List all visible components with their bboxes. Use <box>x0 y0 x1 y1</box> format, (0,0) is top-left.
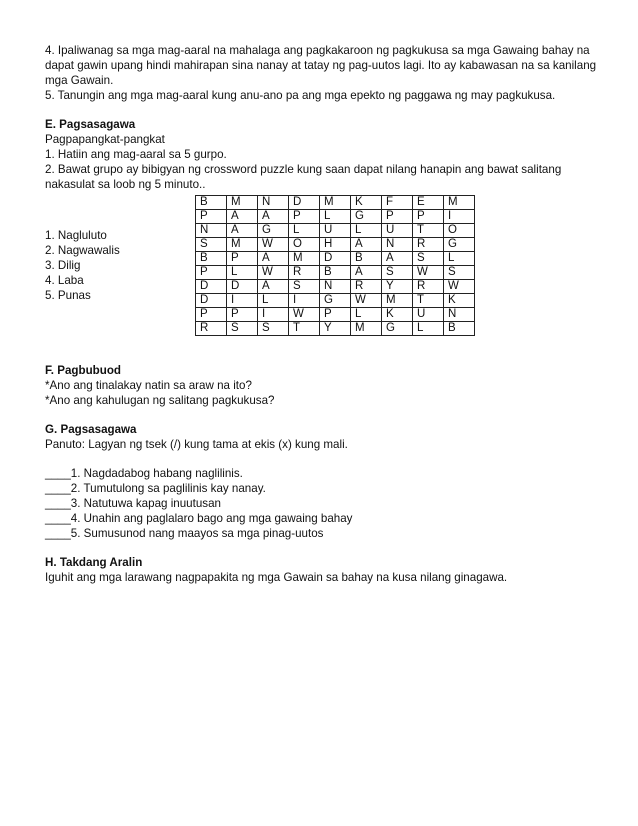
grid-cell: L <box>320 210 351 224</box>
grid-row <box>196 224 475 238</box>
grid-cell: P <box>227 252 258 266</box>
grid-cell: P <box>289 210 320 224</box>
grid-cell: D <box>320 252 351 266</box>
grid-row <box>196 308 475 322</box>
grid-cell: P <box>196 266 227 280</box>
grid-cell: D <box>196 280 227 294</box>
grid-cell: N <box>258 196 289 210</box>
grid-cell: K <box>444 294 475 308</box>
grid-cell: A <box>351 238 382 252</box>
grid-cell: G <box>351 210 382 224</box>
grid-row <box>196 252 475 266</box>
quiz-item: ____2. Tumutulong sa paglilinis kay nanay. <box>45 482 266 495</box>
grid-cell: Y <box>382 280 413 294</box>
grid-cell: M <box>227 238 258 252</box>
grid-cell: G <box>258 224 289 238</box>
section-e-step-1: 1. Hatiin ang mag-aaral sa 5 gurpo. <box>45 148 227 161</box>
grid-row <box>196 196 475 210</box>
grid-cell: M <box>227 196 258 210</box>
grid-cell: W <box>258 266 289 280</box>
grid-cell: H <box>320 238 351 252</box>
grid-cell: I <box>444 210 475 224</box>
grid-row <box>196 294 475 308</box>
grid-cell: M <box>382 294 413 308</box>
grid-cell: A <box>258 252 289 266</box>
grid-cell: I <box>258 308 289 322</box>
grid-cell: S <box>289 280 320 294</box>
section-e-step-2: 2. Bawat grupo ay bibigyan ng crossword puzzle kung saan dapat nilang hanapin ang bawat salitang nakasulat sa loob ng 5 minuto.. <box>45 163 562 191</box>
grid-cell: G <box>382 322 413 336</box>
grid-cell: L <box>351 308 382 322</box>
grid-cell: L <box>351 224 382 238</box>
word-list <box>45 228 120 303</box>
grid-cell: N <box>320 280 351 294</box>
grid-cell: L <box>413 322 444 336</box>
grid-cell: K <box>382 308 413 322</box>
summary-question-1: *Ano ang tinalakay natin sa araw na ito? <box>45 379 252 392</box>
section-h-text: Iguhit ang mga larawang nagpapakita ng mga Gawain sa bahay na kusa nilang ginagawa. <box>45 571 508 584</box>
grid-cell: S <box>227 322 258 336</box>
grid-cell: W <box>258 238 289 252</box>
grid-cell: W <box>413 266 444 280</box>
word-list-item: 4. Laba <box>45 274 84 287</box>
grid-cell: B <box>196 252 227 266</box>
quiz-item: ____1. Nagdadabog habang naglilinis. <box>45 467 243 480</box>
grid-cell: N <box>444 308 475 322</box>
grid-row <box>196 238 475 252</box>
grid-cell: M <box>289 252 320 266</box>
grid-cell: P <box>320 308 351 322</box>
grid-cell: O <box>444 224 475 238</box>
grid-cell: M <box>351 322 382 336</box>
grid-cell: Y <box>320 322 351 336</box>
grid-row <box>196 280 475 294</box>
grid-cell: W <box>351 294 382 308</box>
grid-cell: U <box>382 224 413 238</box>
grid-cell: T <box>289 322 320 336</box>
grid-cell: T <box>413 224 444 238</box>
section-g-instruction: Panuto: Lagyan ng tsek (/) kung tama at ekis (x) kung mali. <box>45 438 348 451</box>
grid-cell: S <box>382 266 413 280</box>
grid-cell: S <box>258 322 289 336</box>
grid-cell: A <box>227 224 258 238</box>
grid-cell: N <box>196 224 227 238</box>
grid-cell: L <box>258 294 289 308</box>
grid-row <box>196 322 475 336</box>
grid-cell: W <box>444 280 475 294</box>
grid-cell: D <box>289 196 320 210</box>
grid-cell: U <box>320 224 351 238</box>
grid-cell: M <box>444 196 475 210</box>
grid-cell: A <box>227 210 258 224</box>
section-e-heading: E. Pagsasagawa <box>45 118 136 131</box>
grid-cell: S <box>413 252 444 266</box>
grid-row <box>196 266 475 280</box>
word-search-area <box>45 195 600 351</box>
grid-row <box>196 210 475 224</box>
grid-cell: A <box>258 280 289 294</box>
quiz-item: ____5. Sumusunod nang maayos sa mga pinag-uutos <box>45 527 324 540</box>
grid-cell: W <box>289 308 320 322</box>
grid-cell: P <box>227 308 258 322</box>
grid-cell: E <box>413 196 444 210</box>
word-list-item: 1. Nagluluto <box>45 229 107 242</box>
grid-cell: R <box>413 280 444 294</box>
grid-cell: L <box>444 252 475 266</box>
grid-cell: R <box>196 322 227 336</box>
section-h-heading: H. Takdang Aralin <box>45 556 143 569</box>
grid-cell: B <box>444 322 475 336</box>
grid-cell: B <box>351 252 382 266</box>
grid-cell: G <box>444 238 475 252</box>
quiz-item: ____3. Natutuwa kapag inuutusan <box>45 497 221 510</box>
grid-cell: F <box>382 196 413 210</box>
grid-cell: U <box>413 308 444 322</box>
grid-cell: N <box>382 238 413 252</box>
instruction-item-4: 4. Ipaliwanag sa mga mag-aaral na mahalaga ang pagkakaroon ng pagkukusa sa mga Gawaing bahay na dapat gawin upang hindi mahirapan sina nanay at tatay ng pag-uutos lagi. Ito ay kabawasan na sa kanilang mga Gawain. <box>45 44 597 87</box>
grid-cell: L <box>227 266 258 280</box>
section-f-heading: F. Pagbubuod <box>45 364 121 377</box>
grid-cell: I <box>289 294 320 308</box>
word-list-item: 5. Punas <box>45 289 91 302</box>
section-e-subtitle: Pagpapangkat-pangkat <box>45 133 165 146</box>
grid-cell: P <box>196 210 227 224</box>
grid-cell: B <box>320 266 351 280</box>
document-page <box>45 43 600 585</box>
summary-question-2: *Ano ang kahulugan ng salitang pagkukusa? <box>45 394 275 407</box>
grid-cell: M <box>320 196 351 210</box>
word-search-grid <box>195 195 475 336</box>
word-list-item: 2. Nagwawalis <box>45 244 120 257</box>
grid-cell: G <box>320 294 351 308</box>
instruction-item-5: 5. Tanungin ang mga mag-aaral kung anu-ano pa ang mga epekto ng paggawa ng may pagkukusa. <box>45 89 556 102</box>
grid-cell: P <box>196 308 227 322</box>
grid-cell: A <box>351 266 382 280</box>
grid-cell: D <box>227 280 258 294</box>
grid-cell: B <box>196 196 227 210</box>
grid-cell: L <box>289 224 320 238</box>
grid-cell: A <box>258 210 289 224</box>
grid-cell: K <box>351 196 382 210</box>
grid-cell: R <box>351 280 382 294</box>
grid-cell: D <box>196 294 227 308</box>
grid-cell: I <box>227 294 258 308</box>
grid-cell: O <box>289 238 320 252</box>
grid-cell: R <box>289 266 320 280</box>
grid-cell: A <box>382 252 413 266</box>
grid-cell: S <box>196 238 227 252</box>
grid-cell: P <box>382 210 413 224</box>
grid-cell: P <box>413 210 444 224</box>
quiz-item: ____4. Unahin ang paglalaro bago ang mga gawaing bahay <box>45 512 353 525</box>
grid-cell: R <box>413 238 444 252</box>
section-g-heading: G. Pagsasagawa <box>45 423 137 436</box>
word-list-item: 3. Dilig <box>45 259 81 272</box>
grid-cell: T <box>413 294 444 308</box>
grid-cell: S <box>444 266 475 280</box>
